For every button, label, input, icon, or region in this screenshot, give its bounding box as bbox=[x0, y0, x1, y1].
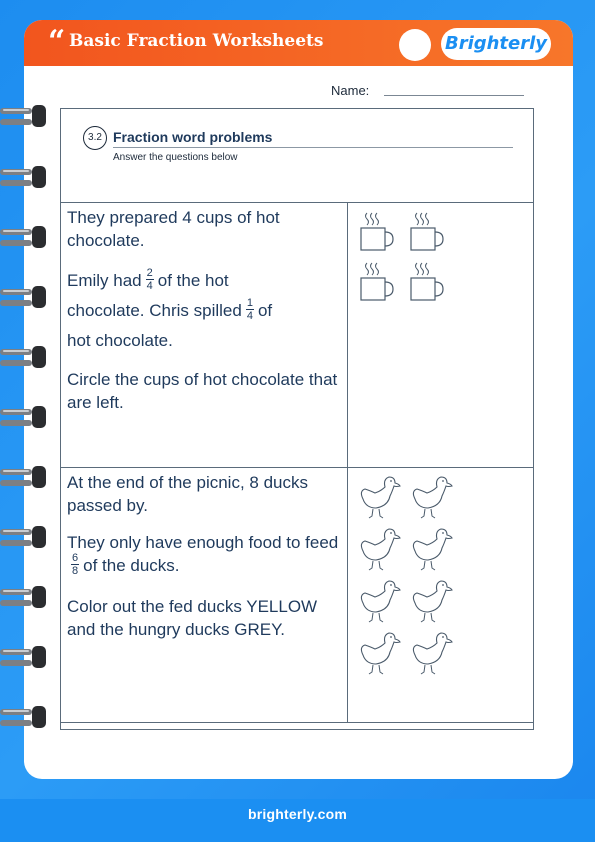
grid-line-bottom bbox=[61, 722, 533, 723]
footer-site-link[interactable]: brighterly.com bbox=[247, 806, 347, 822]
duck-icon[interactable] bbox=[413, 477, 452, 518]
fraction-denominator: 4 bbox=[246, 310, 253, 323]
question-1-line2-after: of bbox=[257, 301, 273, 320]
question-2-intro: At the end of the picnic, 8 ducks passed by. bbox=[67, 473, 308, 515]
question-2-food-after: of the ducks. bbox=[83, 556, 180, 575]
question-2-text bbox=[67, 471, 343, 641]
fraction-denominator: 4 bbox=[146, 280, 153, 293]
binding-ring-icon bbox=[0, 649, 46, 677]
brand-logo[interactable] bbox=[441, 28, 551, 60]
binding-ring-icon bbox=[0, 349, 46, 377]
worksheet-page bbox=[24, 20, 573, 779]
worksheet-header bbox=[24, 20, 573, 66]
binding-ring-icon bbox=[0, 289, 46, 317]
worksheet-title: Basic Fraction Worksheets bbox=[69, 31, 324, 51]
grid-line-top bbox=[61, 202, 533, 203]
duck-icon[interactable] bbox=[361, 633, 400, 674]
duck-icon[interactable] bbox=[413, 633, 452, 674]
question-1-intro: They prepared 4 cups of hot chocolate. bbox=[67, 208, 280, 250]
fraction-six-eighths bbox=[71, 552, 79, 577]
hot-chocolate-cup-icon[interactable] bbox=[411, 213, 443, 250]
quote-mark-icon: “ bbox=[48, 24, 66, 59]
hot-chocolate-cup-icon[interactable] bbox=[411, 263, 443, 300]
question-2-task: Color out the fed ducks YELLOW and the hungry ducks GREY. bbox=[67, 597, 318, 640]
question-1-line1-after: of the hot bbox=[157, 271, 229, 290]
ducks-picture bbox=[355, 471, 465, 686]
binding-ring-icon bbox=[0, 709, 46, 737]
duck-icon[interactable] bbox=[361, 581, 400, 622]
header-circle-decoration bbox=[399, 29, 431, 61]
cups-picture bbox=[357, 209, 457, 309]
binding-ring-icon bbox=[0, 469, 46, 497]
hot-chocolate-cup-icon[interactable] bbox=[361, 263, 393, 300]
question-1-task: Circle the cups of hot chocolate that are left. bbox=[67, 370, 338, 412]
duck-icon[interactable] bbox=[361, 477, 400, 518]
question-1-line3: hot chocolate. bbox=[67, 331, 173, 350]
section-number-badge: 3.2 bbox=[83, 126, 107, 150]
name-input-line[interactable] bbox=[384, 95, 524, 96]
fraction-one-quarter bbox=[246, 297, 254, 322]
question-2-statement bbox=[67, 531, 343, 579]
question-1-text bbox=[67, 206, 343, 414]
hot-chocolate-cup-icon[interactable] bbox=[361, 213, 393, 250]
binding-ring-icon bbox=[0, 589, 46, 617]
binding-ring-icon bbox=[0, 529, 46, 557]
duck-icon[interactable] bbox=[361, 529, 400, 570]
duck-icon[interactable] bbox=[413, 581, 452, 622]
grid-line-middle bbox=[61, 467, 533, 468]
fraction-numerator: 6 bbox=[72, 552, 79, 565]
section-divider bbox=[113, 147, 513, 148]
question-2-food-before: They only have enough food to feed bbox=[67, 533, 339, 552]
binding-ring-icon bbox=[0, 409, 46, 437]
binding-ring-icon bbox=[0, 108, 46, 136]
brand-logo-text: Brighterly bbox=[444, 33, 548, 54]
question-1-line2-before: chocolate. Chris spilled bbox=[67, 301, 242, 320]
binding-ring-icon bbox=[0, 169, 46, 197]
section-subtitle: Answer the questions below bbox=[113, 152, 238, 163]
fraction-denominator: 8 bbox=[72, 565, 79, 578]
name-label: Name: bbox=[331, 83, 370, 98]
question-1-line1-before: Emily had bbox=[67, 271, 142, 290]
footer-bar bbox=[0, 799, 595, 842]
question-1-statement bbox=[67, 266, 343, 356]
grid-line-vertical bbox=[347, 202, 348, 722]
fraction-numerator: 1 bbox=[246, 297, 253, 310]
duck-icon[interactable] bbox=[413, 529, 452, 570]
binding-ring-icon bbox=[0, 229, 46, 257]
fraction-two-quarters bbox=[146, 267, 154, 292]
section-title: Fraction word problems bbox=[113, 129, 273, 145]
fraction-numerator: 2 bbox=[146, 267, 153, 280]
worksheet-frame bbox=[60, 108, 534, 730]
